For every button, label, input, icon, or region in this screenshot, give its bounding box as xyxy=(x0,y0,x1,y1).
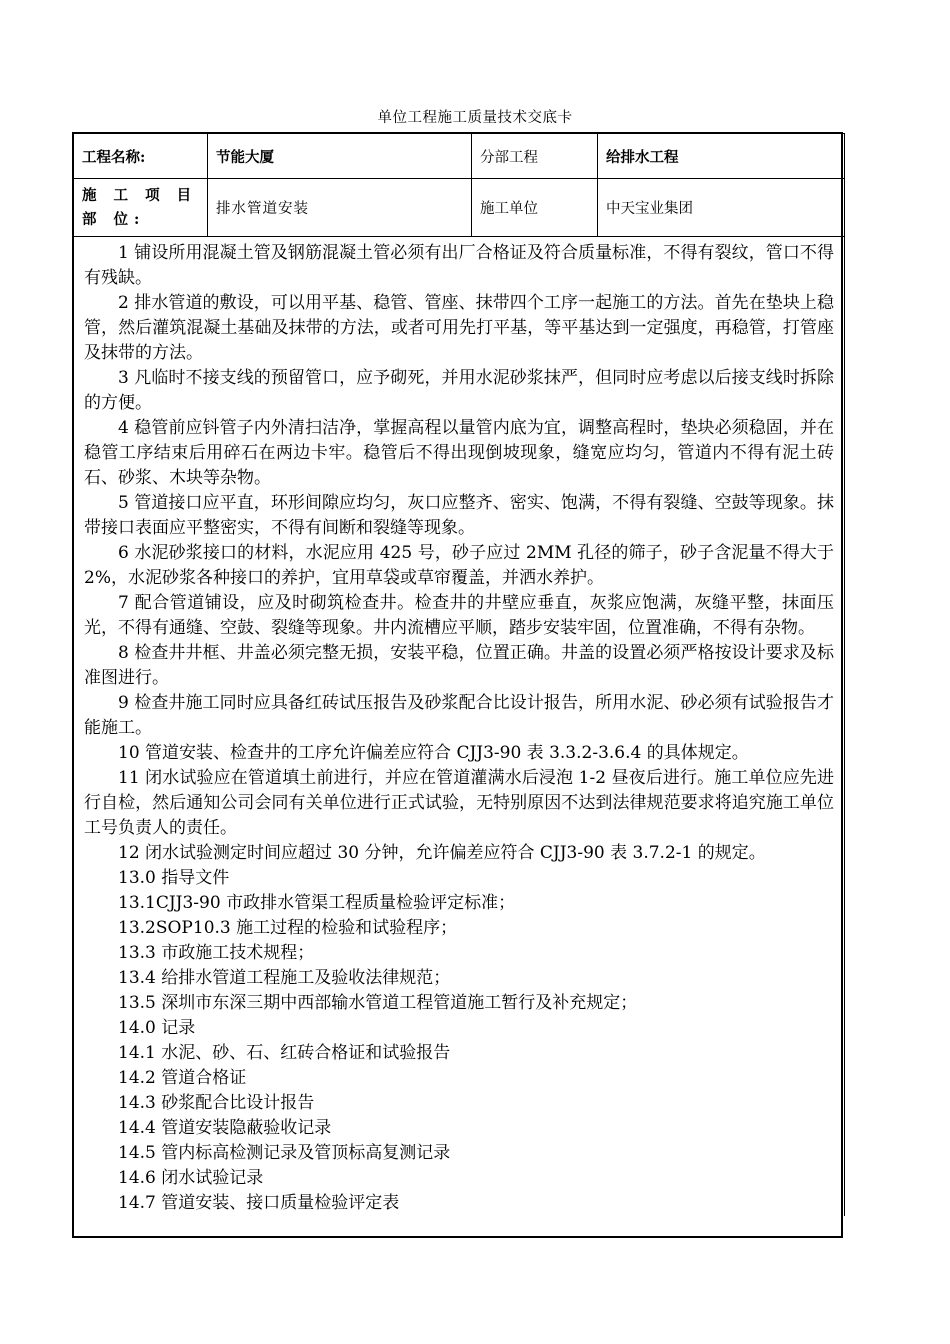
paragraph: 2 排水管道的敷设，可以用平基、稳管、管座、抹带四个工序一起施工的方法。首先在垫块上稳管，然后灌筑混凝土基础及抹带的方法，或者可用先打平基，等平基达到一定强度，再稳管，打管座及抹带的方法。 xyxy=(84,293,834,363)
list-item: 13.3 市政施工技术规程； xyxy=(118,943,315,963)
division-value: 给排水工程 xyxy=(598,134,845,179)
header-row-project xyxy=(74,134,845,179)
document-title: 单位工程施工质量技术交底卡 xyxy=(377,110,573,126)
paragraph: 7 配合管道铺设，应及时砌筑检查井。检查井的井壁应垂直，灰浆应饱满，灰缝平整，抹面压光，不得有通缝、空鼓、裂缝等现象。井内流槽应平顺，踏步安装牢固，位置准确，不得有杂物。 xyxy=(84,593,834,638)
paragraph: 6 水泥砂浆接口的材料，水泥应用 425 号，砂子应过 2MM 孔径的筛子，砂子含泥量不得大于 2%，水泥砂浆各种接口的养护，宜用草袋或草帘覆盖，并洒水养护。 xyxy=(84,543,834,588)
division-label: 分部工程 xyxy=(472,134,598,179)
disclosure-content xyxy=(74,237,845,1217)
list-item: 14.5 管内标高检测记录及管顶标高复测记录 xyxy=(118,1143,451,1163)
construction-unit-value: 中天宝业集团 xyxy=(598,179,845,237)
list-item: 14.3 砂浆配合比设计报告 xyxy=(118,1093,315,1113)
paragraph: 11 闭水试验应在管道填土前进行，并应在管道灌满水后浸泡 1-2 昼夜后进行。施工单位应先进行自检，然后通知公司会同有关单位进行正式试验，无特别原因不达到法律规范要求将追究施工单位工号负责人的责任。 xyxy=(84,768,834,838)
list-item: 13.4 给排水管道工程施工及验收法律规范； xyxy=(118,968,451,988)
construction-item-value: 排水管道安装 xyxy=(208,179,472,237)
list-item: 13.1CJJ3-90 市政排水管渠工程质量检验评定标准； xyxy=(118,893,516,913)
list-item: 14.4 管道安装隐蔽验收记录 xyxy=(118,1118,332,1138)
paragraph: 10 管道安装、检查井的工序允许偏差应符合 CJJ3-90 表 3.3.2-3.6.4 的具体规定。 xyxy=(118,743,749,763)
project-name-label: 工程名称: xyxy=(74,134,208,179)
construction-item-label: 施 工 项 目 部 位: xyxy=(74,179,208,237)
project-name-value: 节能大厦 xyxy=(208,134,472,179)
header-row-item xyxy=(74,179,845,237)
list-item: 14.0 记录 xyxy=(118,1018,196,1038)
paragraph: 9 检查井施工同时应具备红砖试压报告及砂浆配合比设计报告，所用水泥、砂必须有试验报告才能施工。 xyxy=(84,693,834,738)
list-item: 14.7 管道安装、接口质量检验评定表 xyxy=(118,1193,400,1213)
paragraph: 5 管道接口应平直，环形间隙应均匀，灰口应整齐、密实、饱满，不得有裂缝、空鼓等现象。抹带接口表面应平整密实，不得有间断和裂缝等现象。 xyxy=(84,493,834,538)
paragraph: 1 铺设所用混凝土管及钢筋混凝土管必须有出厂合格证及符合质量标准，不得有裂纹，管口不得有残缺。 xyxy=(84,243,834,288)
paragraph: 8 检查井井框、井盖必须完整无损，安装平稳，位置正确。井盖的设置必须严格按设计要求及标准图进行。 xyxy=(84,643,834,688)
list-item: 14.6 闭水试验记录 xyxy=(118,1168,264,1188)
list-item: 13.5 深圳市东深三期中西部输水管道工程管道施工暂行及补充规定； xyxy=(118,993,638,1013)
list-item: 13.0 指导文件 xyxy=(118,868,230,888)
list-item: 13.2SOP10.3 施工过程的检验和试验程序； xyxy=(118,918,458,938)
paragraph: 12 闭水试验测定时间应超过 30 分钟，允许偏差应符合 CJJ3-90 表 3.7.2-1 的规定。 xyxy=(118,843,766,863)
list-item: 14.1 水泥、砂、石、红砖合格证和试验报告 xyxy=(118,1043,451,1063)
construction-unit-label: 施工单位 xyxy=(472,179,598,237)
paragraph: 3 凡临时不接支线的预留管口，应予砌死，并用水泥砂浆抹严，但同时应考虑以后接支线时拆除的方便。 xyxy=(84,368,834,413)
body-row xyxy=(74,237,845,1217)
disclosure-card-table xyxy=(73,133,845,1216)
paragraph: 4 稳管前应钭管子内外清扫洁净，掌握高程以量管内底为宜，调整高程时，垫块必须稳固，并在稳管工序结束后用碎石在两边卡牢。稳管后不得出现倒坡现象，缝宽应均匀，管道内不得有泥土砖石、砂浆、木块等杂物。 xyxy=(84,418,834,488)
list-item: 14.2 管道合格证 xyxy=(118,1068,247,1088)
